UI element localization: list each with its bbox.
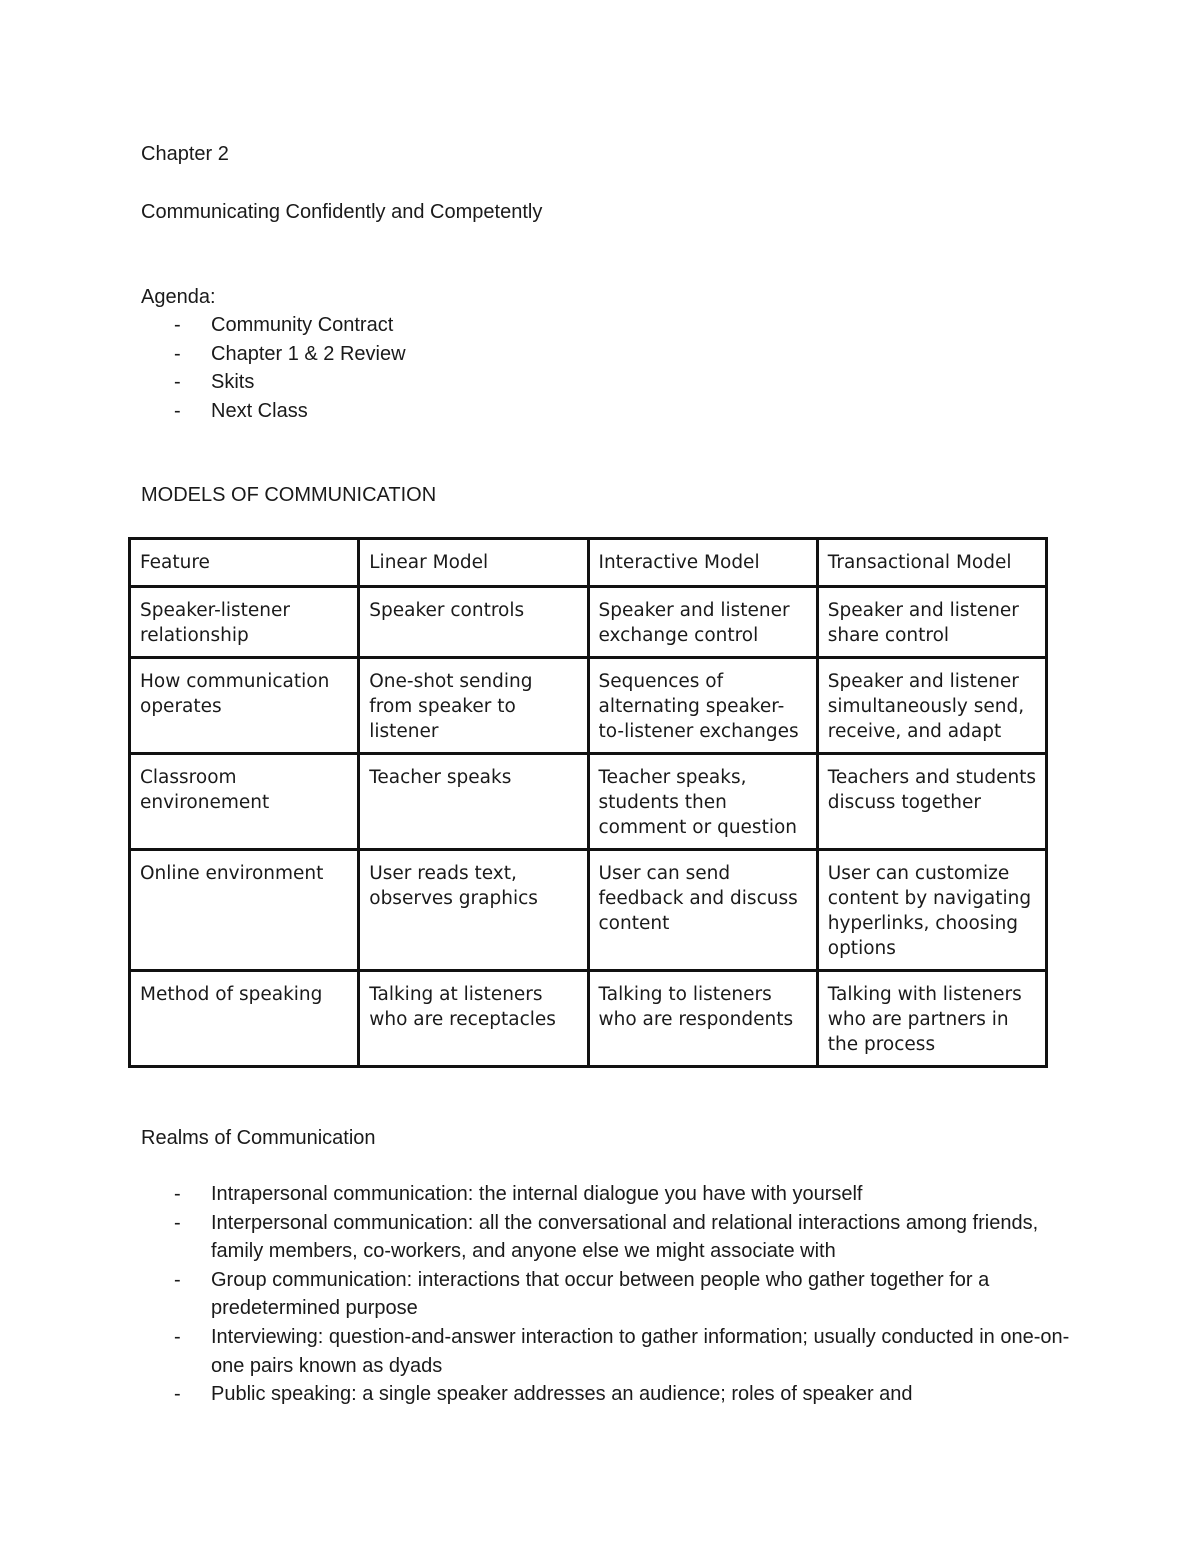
realm-item-text: Interpersonal communication: all the conversational and relational interactions among friends, family members, co-workers, and anyone else we might associate with	[211, 1211, 1039, 1263]
table-cell: Talking with listeners who are partners in the process	[817, 971, 1046, 1067]
agenda-item-text: Chapter 1 & 2 Review	[211, 342, 406, 365]
list-item	[141, 368, 1071, 397]
table-cell: Sequences of alternating speaker-to-listener exchanges	[588, 658, 817, 754]
list-item	[141, 340, 1071, 369]
bullet-dash: -	[174, 399, 181, 422]
table-cell: Speaker-listener relationship	[130, 587, 359, 658]
bullet-dash: -	[174, 314, 181, 336]
chapter-label: Chapter 2	[141, 143, 229, 165]
table-header-cell: Feature	[130, 539, 359, 587]
bullet-dash: -	[174, 1211, 181, 1234]
table-cell: Method of speaking	[130, 971, 359, 1067]
table-cell: How communication operates	[130, 658, 359, 754]
table-cell: Speaker and listener simultaneously send, receive, and adapt	[817, 658, 1046, 754]
table-cell: Speaker and listener exchange control	[588, 587, 817, 658]
table-cell: Teachers and students discuss together	[817, 754, 1046, 850]
table-cell: User reads text, observes graphics	[359, 850, 588, 971]
realm-item-text: Interviewing: question-and-answer interaction to gather information; usually conducted in one-on-one pairs known as dyads	[211, 1325, 1070, 1377]
realms-list	[141, 1180, 1071, 1409]
table-cell: Teacher speaks	[359, 754, 588, 850]
bullet-dash: -	[174, 1183, 181, 1205]
table-header-cell: Transactional Model	[817, 539, 1046, 587]
agenda-item-text: Skits	[211, 371, 255, 394]
agenda-item-text: Community Contract	[211, 314, 394, 336]
document-title: Communicating Confidently and Competently	[141, 201, 543, 223]
table-cell: Speaker controls	[359, 587, 588, 658]
table-row	[130, 850, 1047, 971]
agenda-label: Agenda:	[141, 286, 216, 308]
table-row	[130, 658, 1047, 754]
list-item	[141, 397, 1071, 426]
list-item	[141, 1323, 1071, 1380]
table-cell: Teacher speaks, students then comment or question	[588, 754, 817, 850]
bullet-dash: -	[174, 1325, 181, 1348]
list-item	[141, 1380, 1071, 1409]
bullet-dash: -	[174, 1383, 181, 1406]
list-item	[141, 311, 1071, 340]
table-row	[130, 587, 1047, 658]
agenda-item-text: Next Class	[211, 399, 308, 422]
table-cell: User can customize content by navigating hyperlinks, choosing options	[817, 850, 1046, 971]
list-item	[141, 1180, 1071, 1209]
table-header-cell: Linear Model	[359, 539, 588, 587]
realm-item-text: Public speaking: a single speaker addresses an audience; roles of speaker and	[211, 1383, 913, 1406]
bullet-dash: -	[174, 1268, 181, 1291]
table-cell: One-shot sending from speaker to listener	[359, 658, 588, 754]
list-item	[141, 1266, 1071, 1323]
realm-item-text: Group communication: interactions that occur between people who gather together for a predetermined purpose	[211, 1268, 990, 1320]
table-row	[130, 754, 1047, 850]
table-header-cell: Interactive Model	[588, 539, 817, 587]
realm-item-text: Intrapersonal communication: the internal dialogue you have with yourself	[211, 1183, 863, 1205]
table-row	[130, 971, 1047, 1067]
bullet-dash: -	[174, 342, 181, 365]
table-cell: Classroom environement	[130, 754, 359, 850]
models-table	[128, 537, 1048, 1068]
table-header-row	[130, 539, 1047, 587]
table-cell: User can send feedback and discuss content	[588, 850, 817, 971]
agenda-list	[141, 311, 1071, 425]
table-cell: Online environment	[130, 850, 359, 971]
table-cell: Talking to listeners who are respondents	[588, 971, 817, 1067]
list-item	[141, 1209, 1071, 1266]
realms-heading: Realms of Communication	[141, 1127, 376, 1149]
table-cell: Talking at listeners who are receptacles	[359, 971, 588, 1067]
table-cell: Speaker and listener share control	[817, 587, 1046, 658]
models-heading: MODELS OF COMMUNICATION	[141, 484, 437, 506]
bullet-dash: -	[174, 371, 181, 394]
